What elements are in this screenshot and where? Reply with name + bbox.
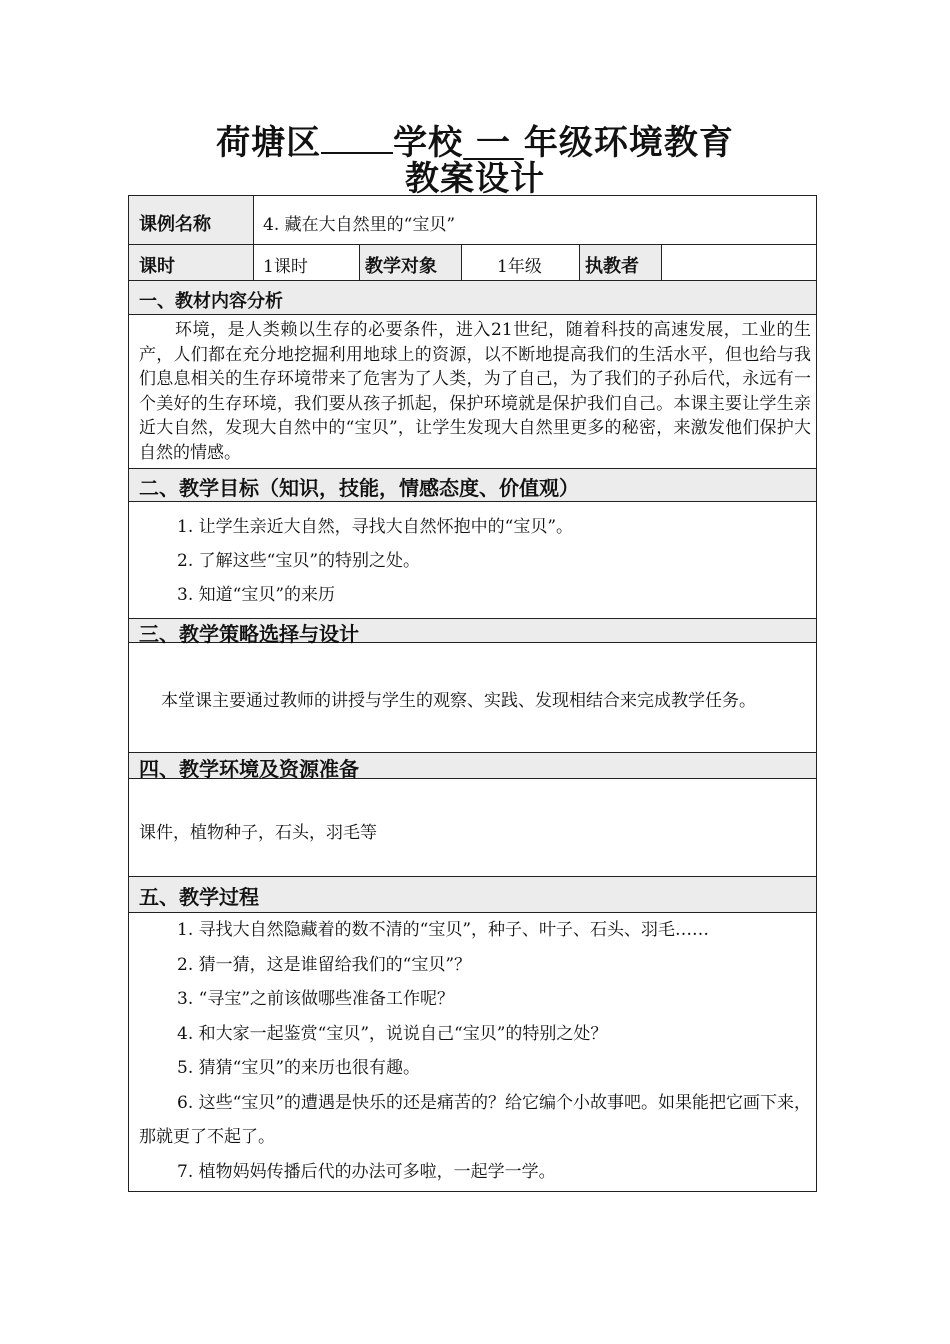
- list-item: 3. 知道“宝贝”的来历: [177, 585, 336, 605]
- page-subtitle: 教案设计: [405, 159, 545, 199]
- target-value: 1年级: [497, 257, 542, 277]
- list-item: 4. 和大家一起鉴赏“宝贝”，说说自己“宝贝”的特别之处？: [177, 1023, 608, 1044]
- school-name-blank: [321, 124, 393, 154]
- row-divider: [129, 244, 816, 245]
- list-item: 2. 了解这些“宝贝”的特别之处。: [177, 551, 421, 571]
- col-divider: [579, 244, 580, 280]
- list-item: 7. 植物妈妈传播后代的办法可多啦，一起学一学。: [177, 1161, 556, 1182]
- list-item: 1. 让学生亲近大自然，寻找大自然怀抱中的“宝贝”。: [177, 517, 574, 537]
- s5-list: [139, 913, 811, 1189]
- col-divider: [253, 196, 254, 280]
- course-name-label: 课例名称: [139, 214, 211, 235]
- s4-heading: 四、教学环境及资源准备: [139, 757, 359, 781]
- s1-heading: 一、教材内容分析: [139, 291, 283, 312]
- s2-list: [139, 510, 811, 612]
- col-divider: [661, 244, 662, 280]
- lesson-plan-table: [128, 195, 817, 1192]
- row-divider: [129, 501, 816, 502]
- s1-body: 环境，是人类赖以生存的必要条件，进入21世纪，随着科技的高速发展，工业的生产，人们都在充分地挖掘利用地球上的资源，以不断地提高我们的生活水平，但也给与我们息息相关的生存环境带来了危害为了人类，为了自己，为了我们的子孙后代，永远有一个美好的生存环境，我们要从孩子抓起，保护环境就是保护我们自己。本课主要让学生亲近大自然，发现大自然中的“宝贝”，让学生发现大自然里更多的秘密，来激发他们保护大自然的情感。: [139, 320, 811, 463]
- col-divider: [461, 244, 462, 280]
- s3-body: 本堂课主要通过教师的讲授与学生的观察、实践、发现相结合来完成教学任务。: [161, 691, 756, 711]
- title-school: 学校: [393, 123, 464, 163]
- s3-heading: 三、教学策略选择与设计: [139, 622, 359, 646]
- row-divider: [129, 468, 816, 469]
- list-item: 5. 猜猜“宝贝”的来历也很有趣。: [177, 1058, 421, 1078]
- col-divider: [359, 244, 360, 280]
- list-item: 2. 猜一猜，这是谁留给我们的“宝贝”？: [177, 954, 472, 975]
- title-grade-value: 一: [476, 123, 511, 163]
- s5-heading: 五、教学过程: [139, 885, 259, 909]
- title-suffix: 年级环境教育: [523, 123, 734, 163]
- period-label: 课时: [139, 256, 175, 277]
- row-divider: [129, 280, 816, 281]
- row-divider: [129, 876, 816, 877]
- s4-body: 课件，植物种子，石头，羽毛等: [139, 823, 377, 843]
- teacher-label: 执教者: [585, 256, 639, 277]
- list-item: 6. 这些“宝贝”的遭遇是快乐的还是痛苦的？给它编个小故事吧。如果能把它画下来，那就更了不起了。: [139, 1092, 812, 1147]
- list-item: 1. 寻找大自然隐藏着的数不清的“宝贝”，种子、叶子、石头、羽毛……: [177, 920, 710, 940]
- s2-heading: 二、教学目标（知识，技能，情感态度、价值观）: [139, 476, 579, 500]
- course-name-value: 4. 藏在大自然里的“宝贝”: [263, 215, 456, 235]
- page-title: [0, 123, 950, 163]
- row-divider: [129, 314, 816, 315]
- period-value: 1课时: [263, 257, 308, 277]
- list-item: 3. “寻宝”之前该做哪些准备工作呢？: [177, 989, 455, 1009]
- target-label: 教学对象: [365, 256, 437, 277]
- title-prefix: 荷塘区: [216, 123, 322, 163]
